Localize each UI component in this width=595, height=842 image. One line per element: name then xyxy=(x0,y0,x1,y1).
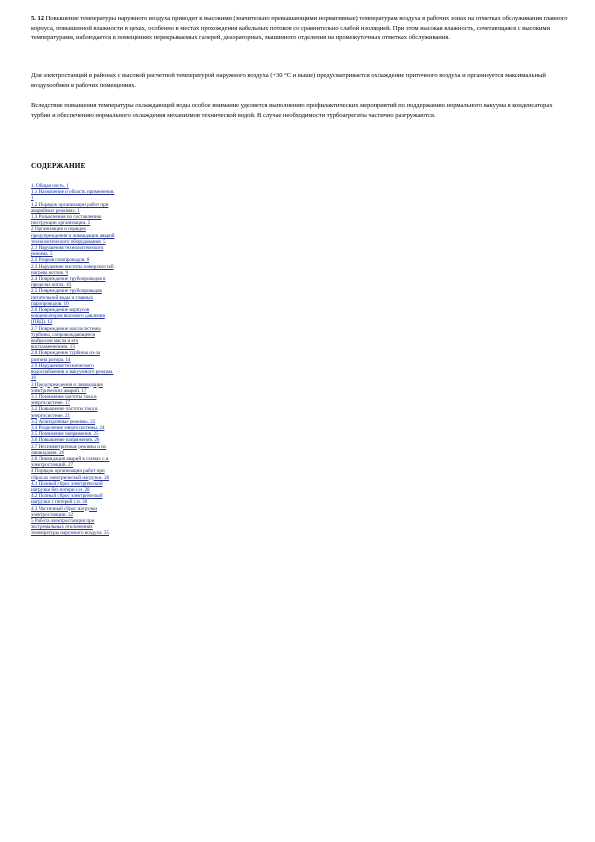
toc-item xyxy=(31,350,115,362)
toc-link[interactable]: 1.2 Порядок организации работ при аварийных режимах. 1 xyxy=(31,201,109,214)
toc-link[interactable]: 2.9 Нарушения технического водоснабжения и вакуумного режима. 16 xyxy=(31,362,114,382)
section-number: 5. 12 xyxy=(31,15,44,22)
toc-link[interactable]: 3.6 Повышение напряжения. 26 xyxy=(31,437,100,444)
paragraph-air-cooling: Для электростанций в районах с высокой расчетной температурой наружного воздуха (+30 °С и выше) предусматривается охлаждение приточного воздуха и организуется максимальный воздухообмен в рабочих помещениях. xyxy=(31,72,546,89)
toc-item xyxy=(31,307,115,326)
toc-item xyxy=(31,456,115,468)
toc-link[interactable]: 1.3 Разъяснения по составлению инструкции организации. 5 xyxy=(31,214,102,227)
toc-link[interactable]: 3 Предупреждения и ликвидация электрических аварий. 17 xyxy=(31,381,103,394)
toc-link[interactable]: 4.3 Частичный сброс нагрузки электростанции. 32 xyxy=(31,505,97,518)
toc-item xyxy=(31,394,115,406)
toc-link[interactable]: 1.1 Назначение и область применения. 1 xyxy=(31,189,115,202)
toc-link[interactable]: 2.5 Повреждение трубопроводов питательной воды и главных паропроводов. 10 xyxy=(31,288,102,307)
toc-link[interactable]: 2.2 Разрыв газопроводов. 8 xyxy=(31,257,90,264)
toc-link[interactable]: 2.4 Повреждение трубопроводов в пределах котла. 10 xyxy=(31,276,106,289)
toc-item xyxy=(31,264,115,276)
toc-link[interactable]: 2.8 Повреждение турбины из-за разгона ротора. 14 xyxy=(31,350,100,363)
toc-item xyxy=(31,506,115,518)
toc-link[interactable]: 3.5 Понижение напряжения. 25 xyxy=(31,431,99,438)
toc-item xyxy=(31,481,115,493)
toc-link[interactable]: 4 Порядок организации работ при сбросах электрической нагрузки. 28 xyxy=(31,468,110,481)
toc-link[interactable]: 3.4 Разделение энергосистемы. 24 xyxy=(31,424,105,431)
toc-item xyxy=(31,518,115,537)
toc-link[interactable]: 3.2 Повышение частоты тока в энергосистеме. 21 xyxy=(31,406,98,419)
toc-item xyxy=(31,214,115,226)
toc-link[interactable]: 2 Организация и порядок предупреждения и ликвидации аварий технологического оборудования. 5 xyxy=(31,226,115,245)
toc-item xyxy=(31,468,115,480)
toc-item xyxy=(31,189,115,201)
toc-link[interactable]: 2.3 Нарушение чистоты поверхностей нагрева котлов. 9 xyxy=(31,263,114,276)
toc-item xyxy=(31,382,115,394)
toc-item xyxy=(31,245,115,257)
toc-link[interactable]: 3.7 Несимметричные режимы и их ликвидация. 26 xyxy=(31,443,107,456)
paragraph-5-12 xyxy=(31,14,569,43)
toc-item xyxy=(31,226,115,245)
toc-link[interactable]: 5 Работа электростанции при экстремальных отклонениях температуры наружного воздуха. 35 xyxy=(31,517,109,537)
toc-title: СОДЕРЖАНИЕ xyxy=(31,162,86,170)
toc-link[interactable]: 4.1 Полный сброс электрической нагрузки без потери с.н. 28 xyxy=(31,480,103,493)
paragraph-text: Повышение температуры наружного воздуха приводит к высокими (значительно превышающими нормативные) температурам воздуха в рабочих зонах на отметках обслуживания главного корпуса, повышенной влажности в цехах, особенно в местах прохождения кабельных потоков со сравнительно слабой изоляцией. При этом высокая влажность, сочетающаяся с высокими температурами, наблюдается в помещениях перекрываемых галерей, деаэраторных, машинного отделения на промежуточных отметках обслуживания. xyxy=(31,15,568,42)
toc-link[interactable]: 4.2 Полный сброс электрической нагрузки с потерей с.н. 30 xyxy=(31,493,103,506)
toc-item xyxy=(31,202,115,214)
toc-link[interactable]: 2.1 Нарушения технологического режима. 5 xyxy=(31,245,104,258)
toc-link[interactable]: 2.6 Повреждение корпусов конденсаторов высокого давления (ПВД). 12 xyxy=(31,307,105,326)
toc-item xyxy=(31,406,115,418)
toc-item xyxy=(31,288,115,307)
toc-link[interactable]: 3.1 Понижение частоты тока в энергосистеме. 17 xyxy=(31,393,97,407)
toc-link[interactable]: 3.8 Ликвидация аварий в схемах с.н. электростанций. 27 xyxy=(31,455,110,469)
toc-item xyxy=(31,444,115,456)
toc-item xyxy=(31,493,115,505)
toc-link[interactable]: 3.3 Асинхронные режимы. 22 xyxy=(31,418,96,425)
toc-link[interactable]: 2.7 Повреждение маслосистемы турбины, сопровождающееся выбросом масла и его воспламенением. 13 xyxy=(31,325,101,351)
toc-item xyxy=(31,363,115,382)
table-of-contents xyxy=(31,183,115,537)
toc-item xyxy=(31,326,115,351)
toc-item xyxy=(31,276,115,288)
paragraph-cooling-water: Вследствие повышения температуры охлаждающей воды особое внимание уделяется выполнению профилактических мероприятий по поддержанию нормального вакуума в конденсаторах турбин и обеспечению нормального охлаждения механизмов технической водой. В случае необходимости турбоагрегаты частично разгружаются. xyxy=(31,102,553,119)
toc-link[interactable]: 1. Общая часть. 1 xyxy=(31,183,69,189)
